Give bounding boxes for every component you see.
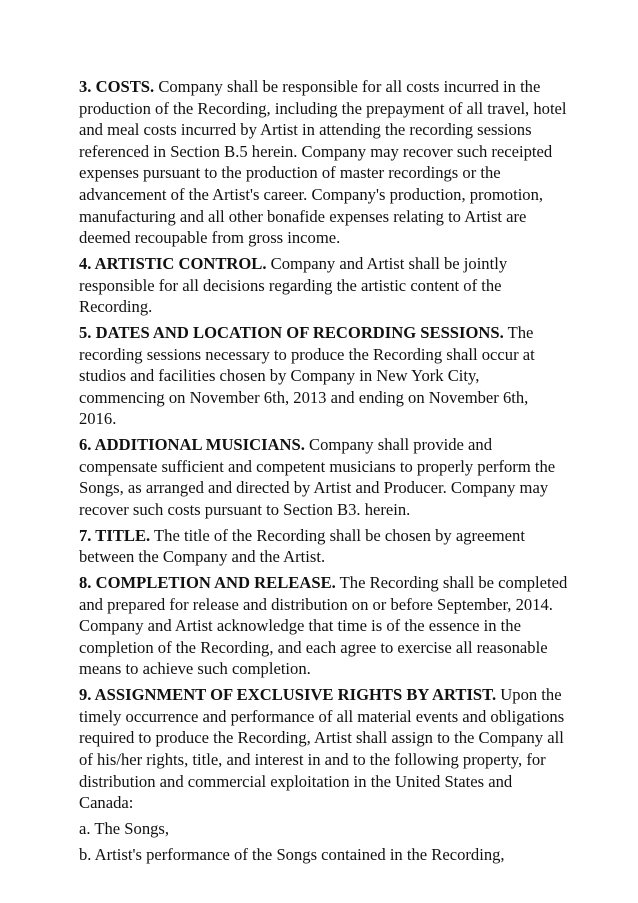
section-heading: 4. ARTISTIC CONTROL. xyxy=(79,253,267,273)
section-heading: 7. TITLE. xyxy=(79,525,151,545)
list-item-performance: b. Artist's performance of the Songs contained in the Recording, xyxy=(79,844,505,864)
section-heading: 8. COMPLETION AND RELEASE. xyxy=(79,573,336,592)
section-heading: 6. ADDITIONAL MUSICIANS. xyxy=(79,435,305,455)
section-title xyxy=(79,525,569,568)
list-item-songs: a. The Songs, xyxy=(79,818,170,838)
section-body: Company and Artist shall be jointly responsible for all decisions regarding the artistic content of the Recording. xyxy=(79,253,508,317)
section-artistic-control xyxy=(79,253,569,318)
section-costs xyxy=(79,76,569,249)
section-dates-location xyxy=(79,322,569,430)
section-body: The Recording shall be completed and prepared for release and distribution on or before September, 2014. Company and Artist acknowledge that time is of the essence in the completion of the Recording, and each agree to exercise all reasonable means to achieve such completion. xyxy=(79,573,568,679)
section-body: Upon the timely occurrence and performance of all material events and obligations required to produce the Recording, Artist shall assign to the Company all of his/her rights, title, and interest in and to the following property, for distribution and commercial exploitation in the United States and Canada: xyxy=(79,685,565,813)
section-completion-release xyxy=(79,572,569,680)
section-additional-musicians xyxy=(79,434,569,520)
document-page xyxy=(79,76,569,869)
section-heading: 5. DATES AND LOCATION OF RECORDING SESSIONS. xyxy=(79,322,504,342)
section-body: Company shall provide and compensate sufficient and competent musicians to properly perform the Songs, as arranged and directed by Artist and Producer. Company may recover such costs pursuant to Section B3. herein. xyxy=(79,435,556,519)
section-heading: 3. COSTS. xyxy=(79,77,155,96)
section-assignment-rights xyxy=(79,684,569,814)
section-heading: 9. ASSIGNMENT OF EXCLUSIVE RIGHTS BY ARTIST. xyxy=(79,685,497,705)
section-body: The recording sessions necessary to produce the Recording shall occur at studios and facilities chosen by Company in New York City, commencing on November 6th, 2013 and ending on November 6th, 2016. xyxy=(79,322,535,429)
section-body: Company shall be responsible for all costs incurred in the production of the Recording, including the prepayment of all travel, hotel and meal costs incurred by Artist in attending the recording sessions referenced in Section B.5 herein. Company may recover such receipted expenses pursuant to the production of master recordings or the advancement of the Artist's career. Company's production, promotion, manufacturing and all other bonafide expenses relating to Artist are deemed recoupable from gross income. xyxy=(79,77,567,248)
section-body: The title of the Recording shall be chosen by agreement between the Company and the Artist. xyxy=(79,525,525,567)
